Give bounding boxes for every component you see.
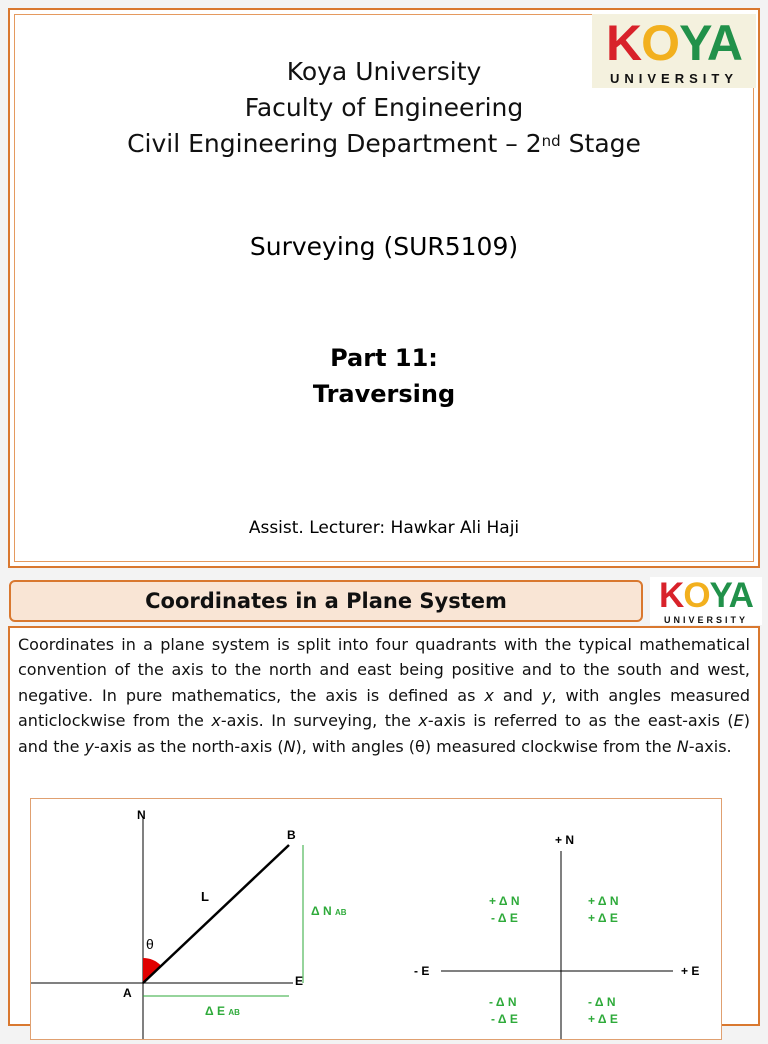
paragraph-italic-run: E	[733, 711, 744, 731]
l-label: L	[201, 889, 209, 904]
a-label: A	[123, 986, 132, 1000]
delta-e-label: Δ E AB	[205, 1004, 240, 1018]
department-name	[10, 126, 758, 162]
coordinate-figure	[30, 798, 722, 1040]
department-stage: Stage	[560, 129, 641, 158]
course-title: Surveying (SUR5109)	[249, 232, 519, 261]
content-slide	[8, 626, 760, 1026]
paragraph-italic-run: y	[84, 736, 94, 756]
coordinate-diagram	[31, 799, 721, 1039]
body-paragraph	[18, 632, 750, 759]
title-slide	[8, 8, 760, 568]
paragraph-italic-run: y	[541, 685, 552, 705]
neg-e-label: - E	[414, 964, 430, 978]
koya-university-logo-small	[650, 577, 762, 625]
part-topic: Traversing	[312, 380, 456, 408]
logo-subtitle: UNIVERSITY	[609, 71, 738, 86]
b-label: B	[287, 828, 296, 842]
paragraph-italic-run: N	[283, 736, 296, 756]
logo-subtitle: UNIVERSITY	[663, 615, 748, 625]
paragraph-run: -axis.	[688, 736, 732, 756]
q-br-dn: - Δ N	[588, 995, 616, 1009]
paragraph-run: , with angles measured anticlockwise from the	[18, 685, 751, 731]
pos-e-label: + E	[681, 964, 700, 978]
paragraph-run: ) and the	[18, 711, 750, 756]
lecturer-name: Assist. Lecturer: Hawkar Ali Haji	[248, 518, 520, 538]
paragraph-italic-run: x	[484, 685, 494, 705]
paragraph-run: -axis is referred to as the east-axis (	[427, 711, 734, 731]
paragraph-italic-run: x	[211, 711, 221, 731]
q-tl-de: - Δ E	[491, 911, 518, 925]
delta-n-label: Δ N AB	[311, 904, 347, 918]
q-bl-dn: - Δ N	[489, 995, 517, 1009]
paragraph-run: Coordinates in a plane system is split into four quadrants with the typical mathematical convention of the axis to the north and east being positive and to the south and west, negative. In pure mathematics, the axis is defined as	[18, 635, 750, 705]
paragraph-run: -axis as the north-axis (	[94, 736, 284, 756]
part-number: Part 11:	[330, 344, 438, 372]
paragraph-run: -axis. In surveying, the	[220, 711, 419, 731]
e-label: E	[295, 974, 304, 988]
q-tr-dn: + Δ N	[588, 894, 619, 908]
university-name: Koya University	[286, 57, 482, 86]
paragraph-italic-run: N	[676, 736, 689, 756]
q-tr-de: + Δ E	[588, 911, 618, 925]
logo-letters: KOYA	[659, 576, 753, 615]
bearing-diagram	[31, 808, 347, 1039]
koya-university-logo	[592, 14, 756, 88]
section-heading: Coordinates in a Plane System	[9, 580, 643, 622]
paragraph-run: ), with angles (θ) measured clockwise from the	[295, 736, 677, 756]
part-heading	[10, 340, 758, 412]
q-br-de: + Δ E	[588, 1012, 618, 1026]
paragraph-run: and	[493, 685, 542, 705]
q-bl-de: - Δ E	[491, 1012, 518, 1026]
theta-label: θ	[146, 936, 154, 952]
department-text: Civil Engineering Department – 2	[127, 129, 542, 158]
q-tl-dn: + Δ N	[489, 894, 520, 908]
department-superscript: nd	[541, 132, 561, 150]
n-label: N	[137, 808, 146, 822]
faculty-name: Faculty of Engineering	[244, 93, 524, 122]
logo-letters: KOYA	[606, 15, 742, 71]
line-ab	[143, 845, 289, 983]
pos-n-label: + N	[555, 833, 575, 847]
paragraph-italic-run: x	[418, 711, 428, 731]
quadrant-diagram	[414, 833, 699, 1039]
